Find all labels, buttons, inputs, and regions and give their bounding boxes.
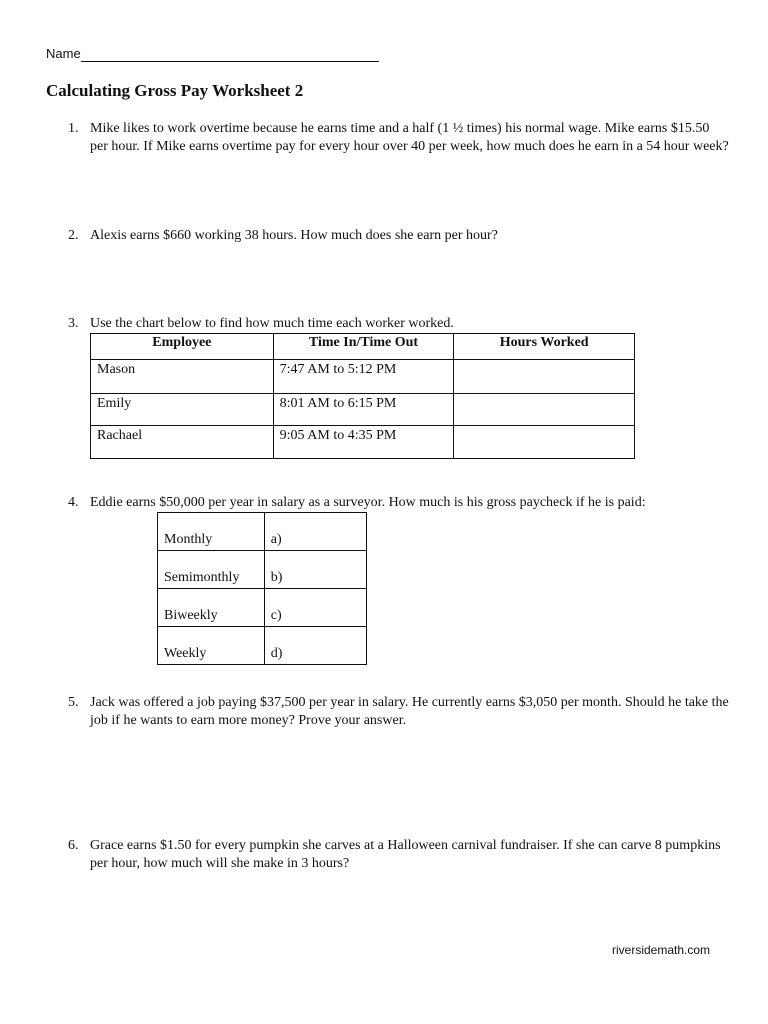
question-text: Mike likes to work overtime because he earns time and a half (1 ½ times) his normal wage. Mike earns $15.50 per hour. If Mike earns overtime pay for every hour over 40 per week, how much does he earn in a 54 hour week?	[90, 121, 729, 154]
question-2	[0, 227, 768, 247]
employee-cell: Emily	[91, 394, 274, 426]
question-text: Eddie earns $50,000 per year in salary as a surveyor. How much is his gross paycheck if he is paid:	[90, 495, 646, 510]
hours-answer-cell[interactable]	[454, 426, 635, 459]
time-table	[90, 333, 635, 459]
question-number: 3.	[68, 316, 79, 331]
question-number: 5.	[68, 695, 79, 710]
answer-cell[interactable]: d)	[264, 627, 366, 665]
pay-period-table	[157, 512, 367, 665]
question-6	[0, 837, 768, 877]
worksheet-title: Calculating Gross Pay Worksheet 2	[46, 81, 304, 100]
hours-answer-cell[interactable]	[454, 394, 635, 426]
employee-cell: Rachael	[91, 426, 274, 459]
column-header-employee: Employee	[91, 334, 274, 360]
pay-period-label: Biweekly	[158, 589, 265, 627]
column-header-time: Time In/Time Out	[273, 334, 454, 360]
question-text: Alexis earns $660 working 38 hours. How much does she earn per hour?	[90, 228, 498, 243]
table-row	[158, 627, 367, 665]
question-number: 6.	[68, 838, 79, 853]
time-table-header-row	[91, 334, 635, 360]
table-row	[158, 551, 367, 589]
pay-period-label: Weekly	[158, 627, 265, 665]
question-1	[0, 120, 768, 180]
answer-cell[interactable]: b)	[264, 551, 366, 589]
question-number: 4.	[68, 495, 79, 510]
time-cell: 7:47 AM to 5:12 PM	[273, 360, 454, 394]
question-text: Use the chart below to find how much time each worker worked.	[90, 316, 454, 331]
question-number: 2.	[68, 228, 79, 243]
time-cell: 9:05 AM to 4:35 PM	[273, 426, 454, 459]
employee-cell: Mason	[91, 360, 274, 394]
table-row	[91, 426, 635, 459]
table-row	[158, 513, 367, 551]
pay-period-label: Semimonthly	[158, 551, 265, 589]
answer-cell[interactable]: c)	[264, 589, 366, 627]
column-header-hours: Hours Worked	[454, 334, 635, 360]
question-number: 1.	[68, 121, 79, 136]
question-text: Grace earns $1.50 for every pumpkin she carves at a Halloween carnival fundraiser. If she can carve 8 pumpkins per hour, how much will she make in 3 hours?	[90, 838, 721, 871]
question-5	[0, 694, 768, 734]
pay-period-label: Monthly	[158, 513, 265, 551]
question-3	[0, 315, 768, 335]
name-blank-line[interactable]	[81, 61, 379, 62]
question-text: Jack was offered a job paying $37,500 per year in salary. He currently earns $3,050 per month. Should he take the job if he wants to earn more money? Prove your answer.	[90, 695, 729, 728]
question-4	[0, 494, 768, 514]
name-label: Name	[46, 46, 81, 61]
answer-cell[interactable]: a)	[264, 513, 366, 551]
time-cell: 8:01 AM to 6:15 PM	[273, 394, 454, 426]
footer-site-link[interactable]: riversidemath.com	[612, 943, 711, 957]
table-row	[91, 360, 635, 394]
table-row	[91, 394, 635, 426]
hours-answer-cell[interactable]	[454, 360, 635, 394]
table-row	[158, 589, 367, 627]
